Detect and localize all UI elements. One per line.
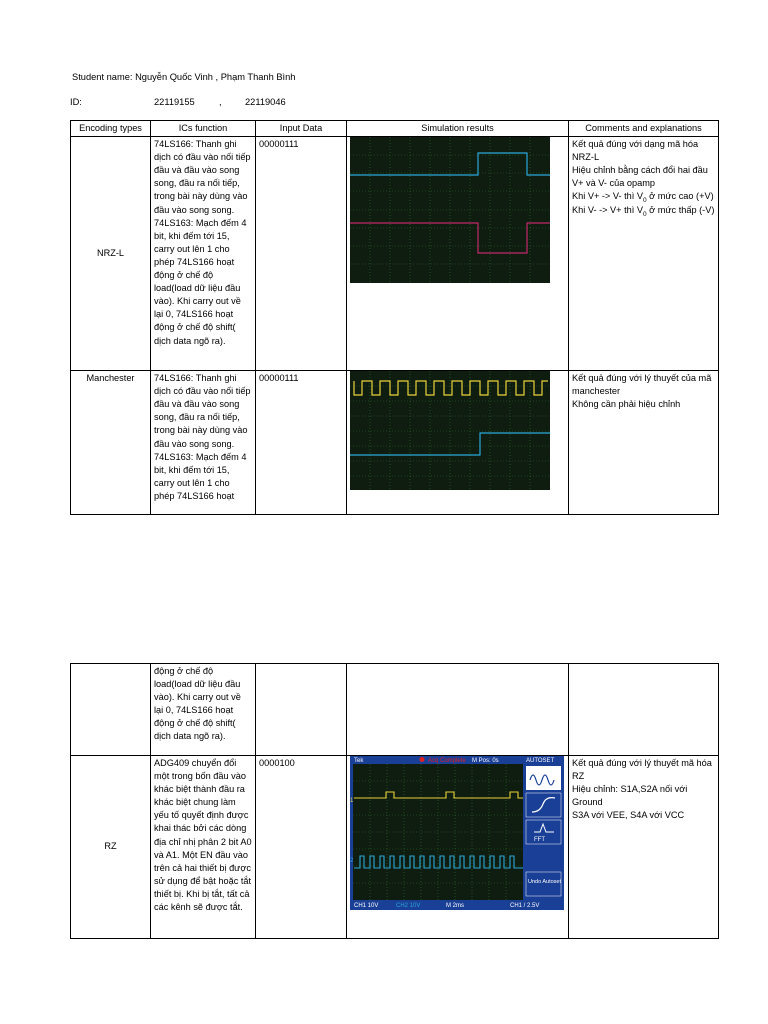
header-ics-function: ICs function bbox=[151, 121, 256, 137]
input-data-manchester: 00000111 bbox=[256, 371, 347, 515]
student-label: Student name: bbox=[72, 72, 133, 82]
ics-function-continued: động ở chế độ load(load dữ liệu đầu vào). Khi carry out về lại 0, 74LS166 hoạt động ở chế độ shift( dịch data ngõ ra). bbox=[151, 664, 256, 756]
scope-rz-side-btn-2 bbox=[526, 793, 561, 817]
comment-manchester: Kết quả đúng với lý thuyết của mã manchester Không cần phải hiệu chỉnh bbox=[569, 371, 719, 515]
student-id-2: 22119046 bbox=[245, 97, 286, 107]
scope-rz-acq-indicator bbox=[420, 757, 425, 762]
scope-rz-top-left: Tek bbox=[354, 758, 364, 764]
id-separator: , bbox=[219, 97, 222, 107]
header-encoding-types: Encoding types bbox=[71, 121, 151, 137]
table-row-continued bbox=[71, 664, 719, 756]
comment-nrzl-4: Khi V- -> V+ thì $V_0$ ở mức thấp (-V) bbox=[572, 204, 715, 218]
encoding-type-nrzl: NRZ-L bbox=[71, 137, 151, 371]
comment-rz: Kết quả đúng với lý thuyết mã hóa RZ Hiệu chỉnh: S1A,S2A nối với Ground S3A với VEE, S4A với VCC bbox=[569, 756, 719, 939]
scope-rz-image bbox=[350, 756, 564, 910]
encoding-type-rz: RZ bbox=[71, 756, 151, 939]
scope-rz-top-right: AUTOSET bbox=[526, 758, 555, 764]
header-simulation-results: Simulation results bbox=[347, 121, 569, 137]
student-names: Nguyễn Quốc Vinh , Phạm Thanh Bình bbox=[135, 72, 296, 82]
simulation-cell-manchester bbox=[347, 371, 569, 515]
input-data-continued-empty bbox=[256, 664, 347, 756]
student-name-line bbox=[72, 71, 295, 84]
scope-rz-side-fft: FFT bbox=[534, 837, 545, 843]
id-label: ID: bbox=[70, 97, 82, 107]
comment-nrzl-2: Hiệu chỉnh bằng cách đổi hai đầu V+ và V- của opamp bbox=[572, 165, 708, 189]
scope-rz-ch2-marker: 2 bbox=[350, 858, 354, 864]
scope-rz-ch1-marker: 1 bbox=[350, 798, 354, 804]
scope-nrzl-image bbox=[350, 137, 550, 283]
table-row-nrzl bbox=[71, 137, 719, 371]
scope-rz-top-pos: M Pos: 0s bbox=[472, 758, 499, 764]
simulation-cell-nrzl bbox=[347, 137, 569, 371]
comment-cell-nrzl bbox=[569, 137, 719, 371]
encoding-table-continued bbox=[70, 663, 719, 939]
input-data-rz: 0000100 bbox=[256, 756, 347, 939]
encoding-table bbox=[70, 120, 719, 515]
scope-rz-bottom-ch2: CH2 10V bbox=[396, 903, 421, 909]
simulation-continued-empty bbox=[347, 664, 569, 756]
header-input-data: Input Data bbox=[256, 121, 347, 137]
comment-nrzl-3: Khi V+ -> V- thì $V_0$ ở mức cao (+V) bbox=[572, 191, 714, 205]
header-comments: Comments and explanations bbox=[569, 121, 719, 137]
input-data-nrzl: 00000111 bbox=[256, 137, 347, 371]
encoding-type-manchester: Manchester bbox=[71, 371, 151, 515]
ics-function-manchester: 74LS166: Thanh ghi dịch có đầu vào nối tiếp đầu và đầu vào song song, đầu ra nối tiếp, trong bài này dùng vào đầu vào song song. 74LS163: Mạch đếm 4 bit, khi đếm tới 15, carry out lên 1 cho phép 74LS166 hoạt bbox=[151, 371, 256, 515]
simulation-cell-rz bbox=[347, 756, 569, 939]
student-id-1: 22119155 bbox=[154, 97, 195, 107]
table-row-manchester bbox=[71, 371, 719, 515]
ics-function-rz: ADG409 chuyển đổi một trong bốn đầu vào khác biệt thành đầu ra khác biệt chung làm yếu tố quyết định được khai thác bởi các dòng địa chỉ nhị phân 2 bit A0 và A1. Một EN đầu vào trên cả hai thiết bị được sử dụng để bật hoặc tắt thiết bị. Khi bị tắt, tất cả các kênh sẽ được tắt. bbox=[151, 756, 256, 939]
scope-rz-top-mid: Acq Complete bbox=[428, 758, 466, 764]
comment-continued-empty bbox=[569, 664, 719, 756]
scope-rz-bottom-time: M 2ms bbox=[446, 903, 464, 909]
scope-rz-side-undo: Undo Autoset bbox=[528, 879, 562, 885]
ics-function-nrzl: 74LS166: Thanh ghi dịch có đầu vào nối tiếp đầu và đầu vào song song, đầu ra nối tiếp, trong bài này dùng vào đầu vào song song. 74LS163: Mạch đếm 4 bit, khi đếm tới 15, carry out lên 1 cho phép 74LS166 hoạt động ở chế độ load(load dữ liệu đầu vào). Khi carry out về lại 0, 74LS166 hoạt động ở chế độ shift( dịch data ngõ ra). bbox=[151, 137, 256, 371]
scope-rz-bottom-ch1: CH1 10V bbox=[354, 903, 379, 909]
table-row-rz bbox=[71, 756, 719, 939]
comment-nrzl-1: Kết quả đúng với dạng mã hóa NRZ-L bbox=[572, 139, 699, 163]
encoding-type-continued-empty bbox=[71, 664, 151, 756]
table-header-row bbox=[71, 121, 719, 137]
scope-rz-bottom-trig: CH1 / 2.5V bbox=[510, 903, 540, 909]
scope-manchester-image bbox=[350, 371, 550, 490]
